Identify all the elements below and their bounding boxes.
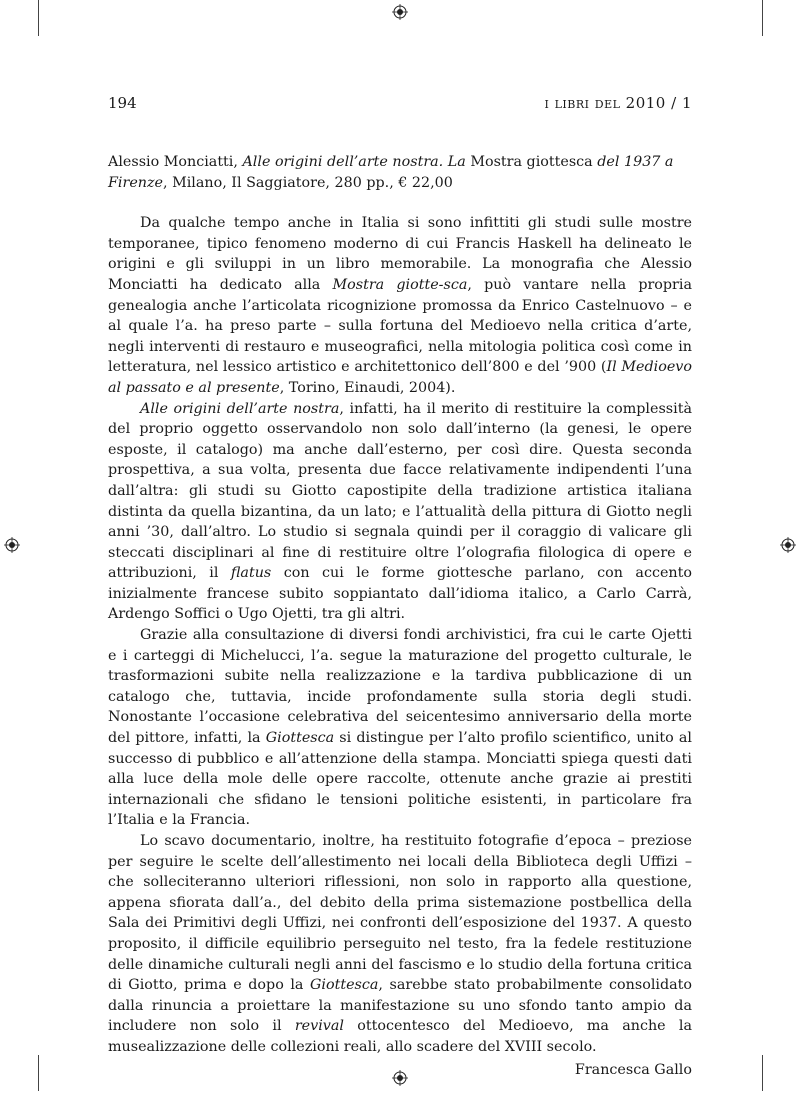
registration-mark-right-icon — [780, 537, 796, 553]
citation-title-italic-2: del 1937 a Firenze — [108, 154, 674, 191]
citation-title-roman: Mostra giottesca — [470, 154, 593, 170]
registration-mark-top-icon — [392, 4, 408, 20]
paragraph-1-italic-b: Mostra giotte-sca — [332, 276, 468, 293]
book-citation — [108, 152, 692, 193]
paragraph-2-text-d: con cui le forme giottesche parlano, con accento inizialmente francese subito soppiantato dall’idioma italico, a Carlo Carrà, Ardengo Soffici o Ugo Ojetti, tra gli altri. — [108, 565, 692, 623]
paragraph-4-italic-d: revival — [294, 1018, 344, 1035]
running-head: i libri del 2010 / 1 — [544, 94, 692, 112]
paragraph-3 — [108, 625, 692, 831]
citation-title-italic-1: Alle origini dell’arte nostra. La — [242, 154, 466, 170]
paragraph-2-italic-c: flatus — [230, 565, 272, 582]
paragraph-1-text-c: , può vantare nella propria genealogia anche l’articolata ricognizione promossa da Enrico Castelnuovo – e al quale l’a. ha preso parte – sulla fortuna del Medioevo nella critica d’arte, negli interventi di restauro e museografici, nella mitologia politica così come in letteratura, nel lessico artistico e architettonico dell’800 e del ’900 ( — [108, 276, 692, 376]
paragraph-1-text-a: Da qualche tempo anche in Italia si sono infittiti gli studi sulle mostre temporanee, tipico fenomeno moderno di cui Francis Haskell ha delineato le origini e gli sviluppi in un libro memorabile. La monografia che Alessio Monciatti ha dedicato alla — [108, 215, 692, 293]
crop-mark-top-right — [762, 0, 763, 36]
paragraph-3-italic-b: Giottesca — [265, 730, 335, 747]
paragraph-1-text-e: , Torino, Einaudi, 2004). — [279, 379, 456, 396]
paragraph-4 — [108, 831, 692, 1058]
paragraph-4-text-c: , sarebbe stato probabilmente consolidato dalla rinuncia a proiettare la manifestazione su uno sfondo tanto ampio da includere non solo il — [108, 977, 692, 1035]
paragraph-1-italic-d: Il Medioevo al passato e al presente — [108, 359, 692, 396]
paragraph-3-text-c: si distingue per l’alto profilo scientifico, unito al successo di pubblico e all’attenzione della stampa. Monciatti spiega questi dati alla luce della mole delle opere raccolte, ottenute anche grazie ai prestiti internazionali che sfidano le tensioni politiche esistenti, in particolare fra l’Italia e la Francia. — [108, 730, 692, 829]
paragraph-3-text-a: Grazie alla consultazione di diversi fondi archivistici, fra cui le carte Ojetti e i carteggi di Michelucci, l’a. segue la maturazione del progetto culturale, le trasformazioni subite nella realizzazione e la tardiva pubblicazione di un catalogo che, tuttavia, incide profondamente sulla storia degli studi. Nonostante l’occasione celebrativa del seicentesimo anniversario della morte del pittore, infatti, la — [108, 627, 692, 747]
paragraph-4-text-e: ottocentesco del Medioevo, ma anche la musealizzazione delle collezioni reali, allo scadere del XVIII secolo. — [108, 1018, 692, 1055]
review-body — [108, 152, 692, 1094]
paragraph-1 — [108, 213, 692, 398]
citation-publication: , Milano, Il Saggiatore, 280 pp., € 22,00 — [163, 174, 453, 191]
crop-mark-bottom-left — [38, 1055, 39, 1091]
paragraph-2-italic-a: Alle origini dell’arte nostra — [140, 400, 340, 417]
reviewer-signature: Francesca Gallo — [574, 1061, 692, 1078]
crop-mark-top-left — [38, 0, 39, 36]
paragraph-2 — [108, 399, 692, 626]
page-number: 194 — [108, 94, 137, 112]
citation-author: Alessio Monciatti, — [108, 154, 238, 170]
paragraph-4-italic-b: Giottesca — [310, 977, 379, 994]
crop-mark-bottom-right — [762, 1055, 763, 1091]
registration-mark-left-icon — [4, 537, 20, 553]
paragraph-2-text-b: , infatti, ha il merito di restituire la complessità del proprio oggetto osservandolo non solo dall’interno (la genesi, le opere esposte, il catalogo) ma anche dall’esterno, per così dire. Questa seconda prospettiva, a sua volta, presenta due facce relativamente indipendenti l’una dall’altra: gli studi su Giotto capostipite della tradizione artistica italiana distinta da quella bizantina, da un lato; e l’attualità della pittura di Giotto negli anni ’30, dall’altro. Lo studio si segnala quindi per il coraggio di valicare gli steccati disciplinari al fine di restituire oltre l’olografia filologica di opere e attribuzioni, il — [108, 400, 692, 582]
paragraph-4-text-a: Lo scavo documentario, inoltre, ha restituito fotografie d’epoca – preziose per seguire le scelte dell’allestimento nei locali della Biblioteca degli Uffizi – che solleciteranno ulteriori riflessioni, non solo in rapporto alla questione, appena sfiorata dall’a., del debito della prima sistemazione postbellica della Sala dei Primitivi degli Uffizi, nei confronti dell’esposizione del 1937. A questo proposito, il difficile equilibrio perseguito nel testo, fra la fedele restituzione delle dinamiche culturali negli anni del fascismo e lo studio della fortuna critica di Giotto, prima e dopo la — [108, 833, 692, 994]
